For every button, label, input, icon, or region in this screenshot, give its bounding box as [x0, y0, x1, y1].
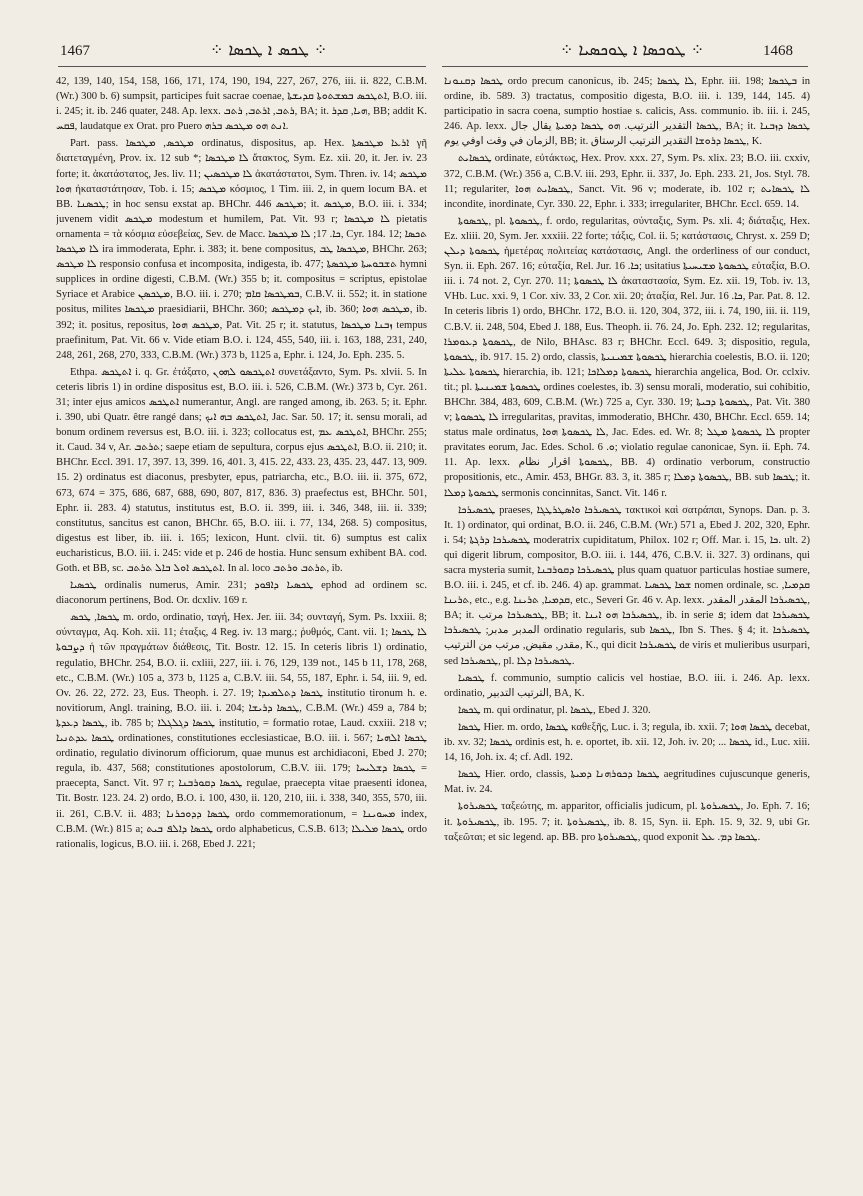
right-entry: ܛܟܣܝܪܘܬܐ ταξεώτης, m. apparitor, officialis judicum, pl. ܛܟܣܝܪܘܬܐ, Jo. Eph. 7. 16; it. ܛܟܣܝܪܘܬܐ, ib. 195. 7; it. ܛܟܣܝܪܘܬܐ, ib. 8. 15, Syn. ii. Eph. 15. 9, 32. 9, ubi Gr. ταξεῶται; et sic legend. ap. BB. pro ܛܟܣܝܪܘܬܐ, quod exponit ܛܟܣܐ ܕܡ. ܥܠ. — [444, 801, 810, 843]
left-entry: ܛܟܣܐ, ܛܟܣ m. ordo, ordinatio, ταγή, Hex. Jer. iii. 34; συνταγή, Sym. Ps. lxxiii. 8; σύνταγμα, Aq. Koh. xii. 11; ἐταξις, 4 Reg. iv. 13 marg.; ῥυθμός, Cant. vii. 1; ܠܐ ܛܟܣܐ ܕܨܒܘܬܐ ἡ τῶν πραγμάτων διάθεσις, Tit. Bostr. 12. 15. In ceteris libris 1) ordinatio, regulatio, BHChr. 254, B.O. ii. cxliii, 227, iii. i. 76, 129, 139 not., 145 b 11, 178, 268, etc., C.B.M. (Wr.) 105 a, 373 b, 1125 a, C.B.V. iii. 54, 55, 187, Ephr. i. 54, iii. 9, ed. Ov. 26. 22, 272. 23, Eus. Theoph. i. 27. 19; ܛܟܣܐ ܕܬܠܡܝܕܐ institutio tironum h. e. novitiorum, Angl. training, B.O. iii. i. 204; ܛܟܣܐ ܕܪܝܫܐ, C.B.M. (Wr.) 459 a, 784 b; ܛܟܣܐ ܕܥܕܬܐ, ib. 785 b; ܛܟܣܐ ܕܓܠܓܠܐ institutio, = formatio rotae, Laud. cxxiii. 218 v; ܛܟܣܐ ܥܕܬܢܝܐ ordinationes, constitutiones ecclesiasticae, B.O. iii. i. 567; ܛܟܣܐ ܐܠܗܝܐ ordinatio, regulatio divinorum officiorum, quae munus est archidiaconi, Ebed J. 270; regula, ib. 437, 568; constitutiones apostolorum, C.B.V. iii. 179; ܛܟܣܐ ܕܫܠܝܚܐ = praecepta, Sanct. Vit. 97 r; ܛܟܣܐ ܕܩܘܪܒܢܐ regulae, praecepta vitae praesenti idonea, Tit. Bostr. 123. 24. 2) ordo, B.O. i. 100, 430, ii. 120, 210, iii. i. 338, 340, 355, 570, iii. ii. 261, C.B.V. ii. 483; ܛܟܣܐ ܕܕܘܟܪܢܐ ordo commemorationum, = ܡܚܘܝܢܐ index, C.B.M. (Wr.) 815 a; ܛܟܣܐ ܕܐܠܦ ܒܝܬ ordo alphabeticus, C.S.B. 613; ܛܟܣܐ ܡܠܝܠܐ ordo rationalis, logicus, B.O. iii. i. 268, Ebed J. 221; — [56, 612, 427, 850]
right-entry: ܛܟܣܝܪܟܐ praeses, ܛܟܣܝܪܟܐ ܘܐܣܛܪܛܓܐ τακτικοὶ καὶ σατράπαι, Synops. Dan. p. 3. It. 1) ordinator, qui ordinat, B.O. ii. 246, C.B.M. (Wr.) 571 a, Ebed J. 202, 320, Ephr. i. 54; ܛܟܣܝܪܟܐ ܕܪܓܬܐ moderatrix cupiditatum, Philox. 102 r; Off. Mar. i. 15, ܟܐ. ult. 2) qui digerit librum, compositor, B.O. iii. i. 144, 476, C.B.V. ii. 327. 3) ordinans, qui sacra mysteria sumit, ܛܟܣܝܪܟܐ ܕܩܘܪܒܢܐ plus quam quatuor particulas hostiae sumere, B.O. iii. i. 245, et cf. ib. 246. 4) ap. grammat. ܫܡܐ ܛܟܣܝܐ nomen ordinale, sc. ܩܕܡܝܐ, ܬܪܝܢܐ, etc., e.g. ܩܕܡܝܐ, ܬܪܝܢܐ, etc., Severi Gr. 46 v. Ap. lexx. ܛܟܣܝܪܟܐ المقدر المقدر, BA; it. ܛܟܣܝܪܟܐ مرتب, BB; it. ܛܟܣܝܪܟܐ ܗܘ ܐܝܢܐ, ib. in serie ܦ; idem dat ܛܟܣܝܪܟܐ المدبر مدبر; ܛܟܣܝܪܟܐ ordinatio regularis, sub ܛܟܣܐ, Ibn S. Thes. § 4; it. ܛܟܣܝܪܟܐ مقدر, مقيض, مرتب من الترتيب, K., qui dicit ܛܟܣܝܪܟܐ de viris et mulieribus usurpari, sed ܛܟܣܝܪܟܐ, pl. ܛܟܣܝܪܟܐ ܕܠܐ. — [444, 504, 810, 667]
right-entry: ܛܟܣܐ Hier. ordo, classis, ܛܟܣܐ ܕܟܘܪܗܢܐ ܕܡܝܬܐ aegritudines cujuscunque generis, Mat. iv. 24. — [444, 769, 810, 796]
right-running-title: ⁘ ܛܘܟܣܐ ܐ ܛܘܟܣܝܐ ⁘ — [560, 40, 705, 59]
right-entry: ܛܟܣܐܝܬ ordinate, εὐτάκτως, Hex. Prov. xxx. 27, Sym. Ps. xlix. 23; B.O. iii. cxxiv, 372, C.B.M. (Wr.) 356 a, C.B.V. iii. 293, Ephr. ii. 337, Jo. Eph. 233. 21, Jos. Styl. 78. 11; regulariter, ܛܟܣܐܝܬ ܗܘܐ, Sanct. Vit. 96 v; moderate, ib. 102 r; ܠܐ ܛܟܣܐܝܬ incondite, inordinate, Cyr. 330. 22, Ephr. i. 333; irregulariter, BHChr. Eccl. 659. 14. — [444, 153, 810, 210]
right-entry: ܛܟܣܝܐ f. communio, sumptio calicis vel hostiae, B.O. iii. i. 246. Ap. lexx. ordinatio, الترتيب التدبير, BA, K. — [444, 672, 810, 699]
right-entry: ܛܟܣܐ ܕܩܢܘܢܐ ordo precum canonicus, ib. 245; ܠܐ ܛܟܣܐ, Ephr. iii. 198; ܒܛܟܣܐ in ordine, ib. 589. 3) tractatus, compositio digesta, B.O. iii. i. 139, 144, 145. 4) participatio in sacra coena, sumptio hostiae s. calicis, Ass. communio. ib. iii. i. 245, 246. Ap. lexx. ܛܟܣܐ التقدير الترتيب. ܗܘ ܛܟܣܐ ܕܡܝܬܐ يقال جال, BA; it. ܛܟܣܐ ܕܙܒܢܐ الزمان في وقت اوفي يوم, BB; it. ܛܟܣܐ ܕܪܘܫܐ التقدير الترتيب الرستاق, K. — [444, 76, 810, 148]
header-rule-left — [58, 66, 426, 67]
left-page-number: 1467 — [60, 43, 90, 59]
left-column — [56, 74, 427, 1184]
left-entry: ܛܟܣܝܐ ordinalis numerus, Amir. 231; ܛܟܣܝܐ ܕܐܦܘܕ ephod ad ordinem sc. diaconorum pertinens, Bod. Or. dcxliv. 169 r. — [56, 580, 427, 607]
left-entry: Part. pass. ܡܛܟܣ, ܡܛܟܣܐ ordinatus, dispositus, ap. Hex. ܐܪܥܐ ܡܛܟܣܬܐ γῆ διατεταγμένη, Prov. ix. 12 sub *; ܠܐ ܡܛܟܣܐ ἄτακτος, Sym. Ez. xii. 20, it. Jer. iv. 23 forte; it. ἀκατάστατος, Jes. liv. 11; ܠܐ ܡܛܟܣܝܢ ἀκατάστατοι, Sym. Thren. iv. 14; ܡܛܟܣ ܗܘܐ ἠκαταστάτησαν, Tob. i. 15; ܡܛܟܣ κόσμιος, 1 Tim. iii. 2, in quem locum BA. et BB. ܛܟܣܢܐ; in hoc sensu exstat ap. BHChr. 446 ܡܛܟܣ; it. ܡܛܟܣ, B.O. iii. i. 334; juvenem vidit ܡܛܟܣ modestum et humilem, Pat. Vit. 93 r; ܠܐ ܡܛܟܣܐ pietatis ornamenta = τὰ κόσμια εὐσεβείας, Sev. de Macc. ܟܐ. 17; ܠܐ ܡܛܟܣܐ, Cyr. 184. 12; ܬܟܣܐ ܠܐ ܡܛܟܣܐ ira immoderata, Ephr. i. 383; it. bene compositus, ܡܛܟܣܐ ܛܒ, BHChr. 263; ܠܐ ܡܛܟܣ responsio confusa et incomposita, indigesta, ib. 477; ܬܫܒܘܚܬܐ ܡܛܟܣܬܐ hymni supplices in ordine digesti, C.B.M. (Wr.) 355 b; it. compositus = scriptus, epistolae Syriace et Arabice ܡܛܟܣܢ, B.O. iii. i. 270; ܒܡܛܟܣܐ ܩܐܡ, C.B.V. ii. 552; it. in statione positus, milites ܡܛܟܣܐ praesidiarii, BHChr. 360; ܐܝܟ ܕܡܛܟܣ, ib. 360; ܡܛܟܣ ܗܘܐ, ib. 392; it. positus, repositus, ܡܛܟܣ ܗܘܐ, Pat. Vit. 25 r; it. statutus, ܙܒܢܐ ܡܛܟܣܐ tempus praefinitum, Pat. Vit. 66 v. Vide etiam B.O. i. 124, 455, 540, iii. i. 163, 188, 231, 240, 248, 261, 268, 270, 333, C.B.M. (Wr.) 373 b, 1125 a, Ephr. i. 124, Jo. Eph. 235. 5. — [56, 138, 427, 361]
right-column — [444, 74, 810, 1184]
left-entry: 42, 139, 140, 154, 158, 166, 171, 174, 190, 194, 227, 267, 276, iii. ii. 822, C.B.M. (Wr.) 300 b. 6) sumpsit, participes fuit sacrae coenae, ܐܬܛܟܣ ܒܡܫܬܘܬܐ ܩܕܝܫܬܐ, B.O. iii. i. 245; it. ib. 246 quater, 248. Ap. lexx. ܪܬܒ, ܐܪܬܒ, ܪܬܒ, BA; it. ܗܝܐ, ܩܕܪ, BB; addit K. ܦܩܚ, laudatque ex Orat. pro Puero ܐܢܬ ܗܘ ܡܛܟܣ ܒܪܗ. — [56, 76, 427, 133]
left-running-title: ⁘ ܛܟܣ ܐ ܛܟܣܐ ⁘ — [210, 40, 328, 59]
header-rule-right — [442, 66, 808, 67]
right-entry: ܛܟܣܐ m. qui ordinatur, pl. ܛܟܣܐ, Ebed J. 320. — [458, 704, 651, 716]
left-entry: Ethpa. ܐܬܛܟܣ i. q. Gr. ἐτάξατο, ܐܬܛܟܣܘ ܠܗܘܢ συνετάξαντο, Sym. Ps. xlvii. 5. In ceteris libris 1) in ordine dispositus est, B.O. iii. i. 526, C.B.M. (Wr.) 373 b, Cyr. 261. 31; inter ejus amicos ܐܬܛܟܣ numerantur, Angl. are ranged among, ib. 263. 5; it. Ephr. i. 390, ubi Quatr. être rangé dans; ܐܬܛܟܣ ܒܗ ܐܝܟ, Jac. Sar. 50. 17; it. sensu morali, ad bonum ordinem reversus est, B.O. iii. i. 323; collocatus est, ܐܬܛܟܣ ܥܡ, BHChr. 255; it. Caud. 34 v, Ar. ܬܪܬܒ; saepe etiam de sepultura, corpus ejus ܐܬܛܟܣ, B.O. ii. 210; it. BHChr. Eccl. 391. 17, 397. 13, 399. 16, 401. 3, 415. 22, 433. 23, 435. 23, 447. 13, 909. 15. 2) ordinatus est diaconus, presbyter, epus, patriarcha, etc., B.O. iii. ii. 375, 672, 673, 674 = 375, 686, 687, 688, 690, 807, 817, 836. 3) praefectus est, BHChr. 501, Ephr. ii. 283. 4) statutus, institutus est, B.O. ii. 399, iii. i. 346, 348, iii. ii. 339; constitutus, sancitus est canon, BHChr. 65, B.O. iii. i. 77, 134, 268. 5) compositus, digestus est liber, ib. iii. i. 165; lexicon, Hunt. clvii. tit. 6) sumptus est calix eucharisticus, B.O. iii. i. 245: vide et p. 246 de hostia. Hunc sensum exhibent BA. cod. Goth. et BB, sc. ܐܬܛܟܣ ܐܘܠ ܒܐܠ ܬܪܬܒ. In al. loco ܬܪܬܒ ܘܪܬܒ, ib. — [56, 366, 427, 574]
right-entry: ܛܟܣܐ Hier. m. ordo, ܛܟܣܐ καθεξῆς, Luc. i. 3; regula, ib. xxii. 7; ܛܟܣܐ ܗܘܐ decebat, ib. xv. 32; ܛܟܣܐ ordinis est, h. e. oportet, ib. xii. 12, Joh. iv. 20; ... ܛܟܣܐ id., Luc. xiii. 14, 16, Joh. ix. 4; cf. Adl. 192. — [444, 721, 810, 764]
right-page-number: 1468 — [763, 43, 793, 59]
right-entry: ܛܟܣܘܬܐ, pl. ܛܟܣܘܬܐ, f. ordo, regularitas, σύνταξις, Sym. Ps. xli. 4; διάταξις, Hex. Ez. xliii. 20, Sym. Jer. xxxiii. 22 forte; τάξις, Col. ii. 5; κατάστασις, Chryst. x. 259 D; ܛܟܣܘܬܐ ܕܝܠܢ ἡμετέρας πολιτείας κατάστασις, Angl. the orderliness of our conduct, Syn. ii. Eph. 267. 16; εὐταξία, Rel. Jur. ܟܐ. 16; usitatius ܛܟܣܘܬܐ ܡܫܝܚܝܬܐ εὐταξία, B.O. iii. i. 74 not. 2, Cyr. 270. 11; ܠܐ ܛܟܣܘܬܐ ἀκαταστασία, Sym. Ez. xii. 19, Tob. iv. 13, VHb. Luc. xxi. 9, 1 Cor. xiv. 33, 2 Cor. xii. 20; ἀταξία, Rel. Jur. ܟܐ. 16, Par. Pat. 8. 12. In ceteris libris 1) ordo, BHChr. 172, B.O. ii. 120, 304, 372, iii. i. 74, 190, iii. ii. 119, C.B.V. ii. 248, 504, Ebed J. 188, Eus. Theoph. ii. 76. 24, Jo. Eph. 232. 12; regularitas, ܛܟܣܘܬܐ ܕܥܘܡܪܐ, de Nilo, BHAsc. 83 r; BHChr. Eccl. 649. 3; dispositio, regula, ܛܟܣܘܬܐ, ib. 917. 15. 2) ordo, classis, ܛܟܣܘܬܐ ܫܡܝܢܝܬܐ hierarchia coelestis, B.O. ii. 120; ܛܟܣܘܬܐ ܥܠܝܬܐ hierarchia, ib. 121; ܛܟܣܘܬܐ ܕܡܠܐܟܐ hierarchia angelica, Bod. Or. cclxiv. tit.; pl. ܛܟܣܘܬܐ ܫܡܝܢܝܬܐ ordines coelestes, ib. 3) sensu morali, moderatio, sui cohibitio, BHChr. 384, 483, 609, C.B.M. (Wr.) 725 a, Cyr. 330. 19; ܛܟܣܘܬܐ ܕܒܝܬܐ, Pat. Vit. 380 v; ܠܐ ܛܟܣܘܬܐ irregularitas, pravitas, immoderatio, BHChr. 430, BHChr. Eccl. 659. 14; status male ordinatus, ܠܐ ܛܟܣܘܬܐ ܗܘܐ, Jac. Edes. ed. Wr. 8; ܠܐ ܛܟܣܘܬܐ ܡܛܠ propter pravitates eorum, Jac. Edes. Schol. ܘ. 6; violatio regulae canonicae, Syn. ii. Eph. 74. 11. Ap. lexx. ܛܟܣܘܬܐ اقرار نظام, BB. 4) ordinatio verborum, constructio propositionis, etc., Amir. 453, BHGr. 83. 3, it. 385 r; ܛܟܣܘܬܐ ܕܡܠܐ, BB. sub ܛܟܣܐ; it. ܛܟܣܘܬܐ ܕܡܠܐ sermonis concinnitas, Sanct. Vit. 146 r. — [444, 215, 810, 499]
